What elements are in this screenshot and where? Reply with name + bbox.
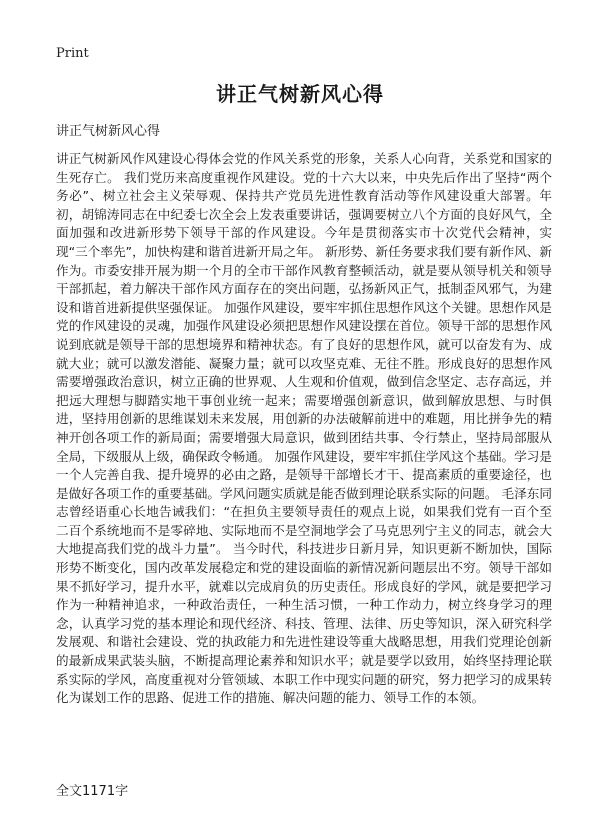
document-subtitle: 讲正气树新风心得 [56, 124, 161, 139]
print-link[interactable]: Print [56, 46, 89, 61]
word-count: 全文1171字 [56, 784, 129, 799]
document-title: 讲正气树新风心得 [216, 82, 384, 106]
document-body: 讲正气树新风作风建设心得体会党的作风关系党的形象，关系人心向背，关系党和国家的生死存亡。 我们党历来高度重视作风建设。党的十六大以来，中央先后作出了坚持“两个务必”、树立社会主义荣辱观、保持共产党员先进性教育活动等作风建设重大部署。年初，胡锦涛同志在中纪委七次全会上发表重要讲话，强调要树立八个方面的良好风气，全面加强和改进新形势下领导干部的作风建设。今年是贯彻落实市十次党代会精神，实现“三个率先”，加快构建和谐首进新开局之年。 新形势、新任务要求我们要有新作风、新作为。市委安排开展为期一个月的全市干部作风教育整顿活动，就是要从领导机关和领导干部抓起，着力解决干部作风方面存在的突出问题，弘扬新风正气，抵制歪风邪气，为建设和谐首进新提供坚强保证。 加强作风建设，要牢牢抓住思想作风这个关键。思想作风是党的作风建设的灵魂，加强作风建设必须把思想作风建设摆在首位。领导干部的思想作风说到底就是领导干部的思想境界和精神状态。有了良好的思想作风，就可以奋发有为、成就大业；就可以激发潜能、凝聚力量；就可以攻坚克难、无往不胜。形成良好的思想作风需要增强政治意识，树立正确的世界观、人生观和价值观，做到信念坚定、志存高远，并把远大理想与脚踏实地干事创业统一起来；需要增强创新意识，做到解放思想、与时俱进，坚持用创新的思维谋划未来发展，用创新的办法破解前进中的难题，用比拼争先的精神开创各项工作的新局面；需要增强大局意识，做到团结共事、令行禁止，坚持局部服从全局，下级服从上级，确保政令畅通。 加强作风建设，要牢牢抓住学风这个基础。学习是一个人完善自我、提升境界的必由之路，是领导干部增长才干、提高素质的重要途径，也是做好各项工作的重要基础。学风问题实质就是能否做到理论联系实际的问题。 毛泽东同志曾经语重心长地告诫我们：“在担负主要领导责任的观点上说，如果我们党有一百个至二百个系统地而不是零碎地、实际地而不是空洞地学会了马克思列宁主义的同志，就会大大地提高我们党的战斗力量”。 当今时代，科技进步日新月异，知识更新不断加快，国际形势不断变化，国内改革发展稳定和党的建设面临的新情况新问题层出不穷。领导干部如果不抓好学习，提升水平，就难以完成肩负的历史责任。形成良好的学风，就是要把学习作为一种精神追求，一种政治责任，一种生活习惯，一种工作动力，树立终身学习的理念，认真学习党的基本理论和现代经济、科技、管理、法律、历史等知识，深入研究科学发展观、和谐社会建设、党的执政能力和先进性建设等重大战略思想，用我们党理论创新的最新成果武装头脑，不断提高理论素养和知识水平；就是要学以致用，始终坚持理论联系实际的学风，高度重视对分管领域、本职工作中现实问题的研究，努力把学习的成果转化为谋划工作的思路、促进工作的措施、解决问题的能力、领导工作的本领。 [56, 151, 552, 706]
